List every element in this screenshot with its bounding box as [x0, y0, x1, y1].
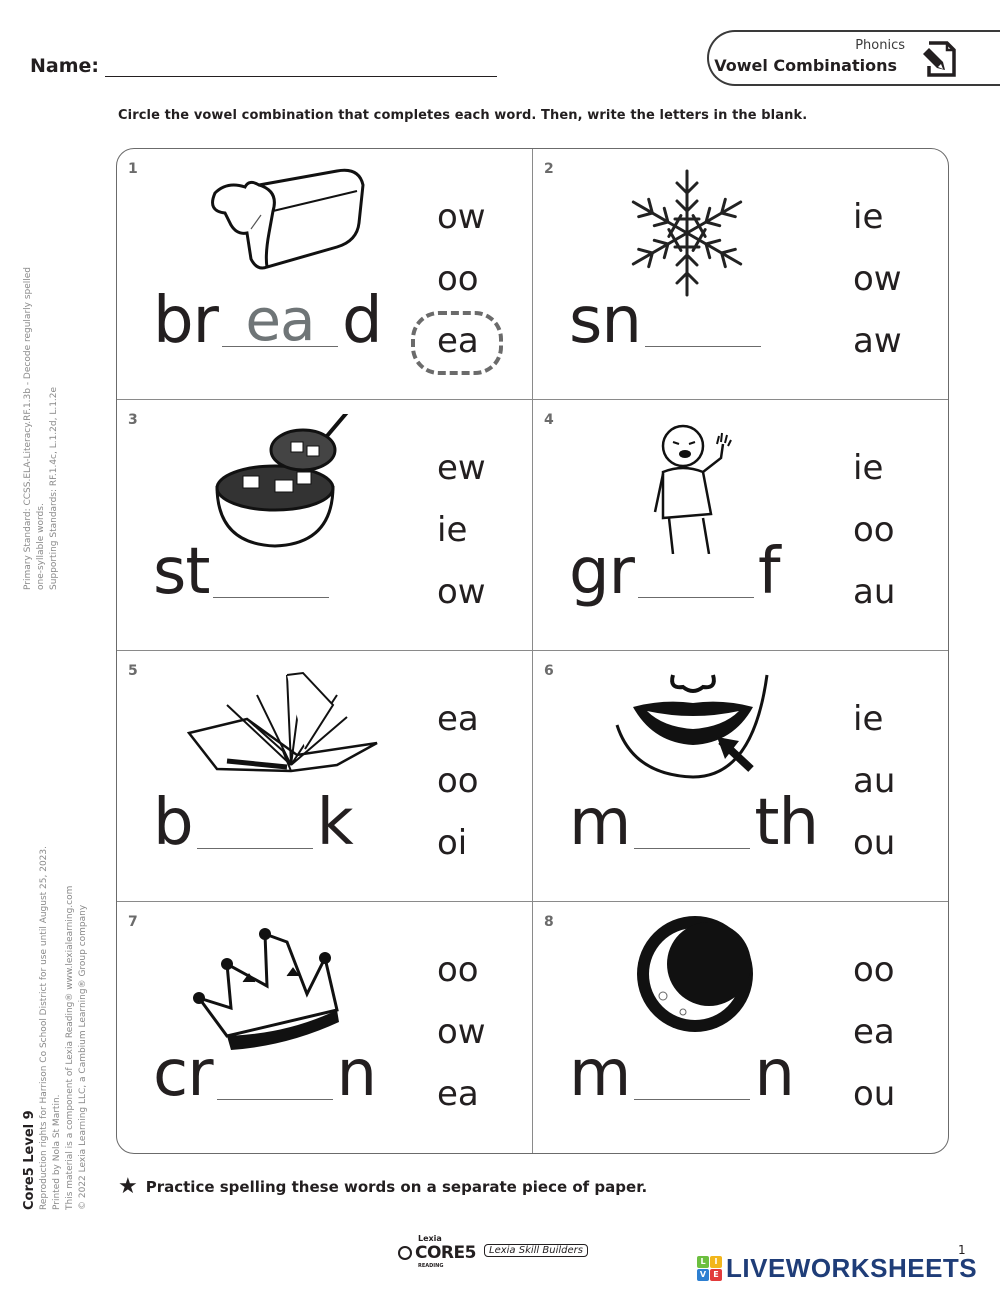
choice-option[interactable]: ie — [853, 699, 884, 739]
mouth-icon — [603, 665, 803, 805]
item-number: 6 — [544, 663, 554, 679]
printed-by-line: Printed by Nola St Martin. — [52, 1094, 62, 1210]
standards-line: Supporting Standards: RF.1.4c, L.1.2d, L.1.2e — [49, 386, 59, 590]
core5-label: CORE5 — [415, 1243, 476, 1263]
word-puzzle — [569, 535, 780, 609]
exercise-item — [117, 651, 533, 902]
topic-box — [707, 30, 1000, 86]
liveworksheets-logo[interactable] — [697, 1253, 977, 1284]
name-field[interactable] — [105, 55, 497, 77]
core5-brand — [398, 1243, 478, 1263]
word-prefix: gr — [569, 535, 634, 609]
answer-blank[interactable] — [638, 544, 754, 598]
exercise-grid — [116, 148, 949, 1154]
lw-block: E — [710, 1269, 722, 1281]
choice-option[interactable]: au — [853, 761, 896, 801]
level-label: Core5 Level 9 — [22, 1110, 37, 1210]
choice-option[interactable]: oi — [437, 823, 468, 863]
choice-option[interactable]: ie — [437, 510, 468, 550]
choice-list — [851, 699, 921, 885]
core5-logo — [398, 1234, 478, 1269]
name-label: Name: — [30, 55, 100, 77]
item-number: 3 — [128, 412, 138, 428]
stew-bowl-icon — [187, 414, 387, 554]
crying-boy-icon — [603, 414, 803, 554]
choice-option[interactable]: ou — [853, 1074, 896, 1114]
answer-blank[interactable] — [197, 795, 313, 849]
rights-text — [22, 770, 90, 1210]
moon-icon — [603, 916, 803, 1056]
choice-option[interactable]: ea — [853, 1012, 895, 1052]
word-prefix: st — [153, 535, 210, 609]
choice-option[interactable]: oo — [437, 761, 479, 801]
choice-option[interactable]: ow — [437, 197, 486, 237]
item-number: 1 — [128, 161, 138, 177]
item-number: 2 — [544, 161, 554, 177]
bread-icon — [187, 163, 387, 303]
page-number: 1 — [958, 1243, 966, 1257]
subject-label: Phonics — [855, 38, 905, 53]
word-suffix: f — [757, 535, 780, 609]
choice-option[interactable]: ea — [437, 1074, 479, 1114]
choice-option[interactable]: ie — [853, 448, 884, 488]
exercise-item — [533, 149, 949, 400]
choice-option[interactable]: ew — [437, 448, 486, 488]
choice-option[interactable]: ou — [853, 823, 896, 863]
copyright-line: © 2022 Lexia Learning LLC, a Cambium Learning® Group company — [78, 904, 88, 1210]
reading-label: READING — [418, 1263, 444, 1269]
answer-blank[interactable] — [217, 1046, 333, 1100]
crown-icon — [187, 916, 387, 1056]
choice-option[interactable]: oo — [437, 950, 479, 990]
exercise-item — [117, 149, 533, 400]
rights-line: Reproduction rights for Harrison Co School District for use until August 25, 2023. — [39, 846, 49, 1210]
word-puzzle — [569, 1037, 794, 1111]
answer-blank[interactable] — [213, 544, 329, 598]
exercise-item — [117, 400, 533, 651]
choice-option[interactable]: oo — [853, 950, 895, 990]
word-suffix: k — [316, 786, 353, 860]
star-icon: ★ — [118, 1174, 138, 1199]
item-number: 4 — [544, 412, 554, 428]
word-puzzle — [569, 786, 818, 860]
liveworksheets-blocks-icon — [697, 1256, 722, 1281]
choice-option[interactable]: ow — [437, 1012, 486, 1052]
choice-option[interactable]: ea — [437, 699, 479, 739]
choice-option[interactable]: oo — [437, 259, 479, 299]
exercise-item — [533, 651, 949, 902]
answer-blank[interactable]: ea — [222, 293, 338, 347]
word-prefix: sn — [569, 284, 641, 358]
choice-option[interactable]: au — [853, 572, 896, 612]
topic-title: Vowel Combinations — [714, 56, 897, 75]
lexia-label: Lexia — [418, 1234, 442, 1243]
globe-icon — [398, 1246, 412, 1260]
word-prefix: cr — [153, 1037, 213, 1111]
item-number: 8 — [544, 914, 554, 930]
lw-block: V — [697, 1269, 709, 1281]
answer-blank[interactable] — [634, 795, 750, 849]
choice-option[interactable]: aw — [853, 321, 902, 361]
practice-note — [118, 1174, 647, 1199]
open-book-icon — [187, 665, 387, 805]
answer-blank[interactable] — [634, 1046, 750, 1100]
skill-builders-logo: Lexia Skill Builders — [484, 1244, 588, 1257]
choice-option[interactable]: ie — [853, 197, 884, 237]
choice-list — [435, 197, 505, 383]
choice-option[interactable]: ow — [437, 572, 486, 612]
choice-list — [435, 950, 505, 1136]
word-prefix: b — [153, 786, 193, 860]
choice-list — [851, 448, 921, 634]
word-suffix: th — [754, 786, 818, 860]
word-puzzle — [153, 786, 353, 860]
exercise-item — [533, 902, 949, 1153]
word-suffix: d — [341, 284, 382, 358]
word-puzzle — [569, 284, 765, 358]
word-suffix: n — [754, 1037, 794, 1111]
word-puzzle — [153, 1037, 377, 1111]
component-line: This material is a component of Lexia Reading® www.lexialearning.com — [65, 885, 75, 1210]
choice-list — [435, 699, 505, 885]
word-prefix: m — [569, 786, 631, 860]
choice-list — [851, 950, 921, 1136]
name-row — [30, 55, 497, 77]
choice-list — [851, 197, 921, 383]
item-number: 5 — [128, 663, 138, 679]
practice-text: Practice spelling these words on a separate piece of paper. — [145, 1177, 648, 1196]
instructions: Circle the vowel combination that completes each word. Then, write the letters in the blank. — [118, 108, 808, 123]
lw-block: I — [710, 1256, 722, 1268]
word-suffix: n — [336, 1037, 377, 1111]
answer-blank[interactable] — [645, 293, 761, 347]
liveworksheets-label: LIVEWORKSHEETS — [726, 1253, 978, 1283]
exercise-item — [117, 902, 533, 1153]
lw-block: L — [697, 1256, 709, 1268]
word-prefix: br — [153, 284, 218, 358]
snowflake-icon — [603, 163, 803, 303]
standards-line: Primary Standard: CCSS.ELA-Literacy.RF.1.3b - Decode regularly spelled — [23, 266, 33, 590]
standards-line: one-syllable words. — [36, 503, 46, 590]
word-puzzle — [153, 535, 333, 609]
choice-option-circled[interactable]: ea — [435, 321, 505, 383]
word-puzzle — [153, 284, 382, 358]
choice-option[interactable]: oo — [853, 510, 895, 550]
choice-option[interactable]: ow — [853, 259, 902, 299]
exercise-item — [533, 400, 949, 651]
word-prefix: m — [569, 1037, 631, 1111]
pencil-paper-icon — [921, 40, 957, 78]
item-number: 7 — [128, 914, 138, 930]
choice-list — [435, 448, 505, 634]
standards-text — [22, 210, 61, 590]
